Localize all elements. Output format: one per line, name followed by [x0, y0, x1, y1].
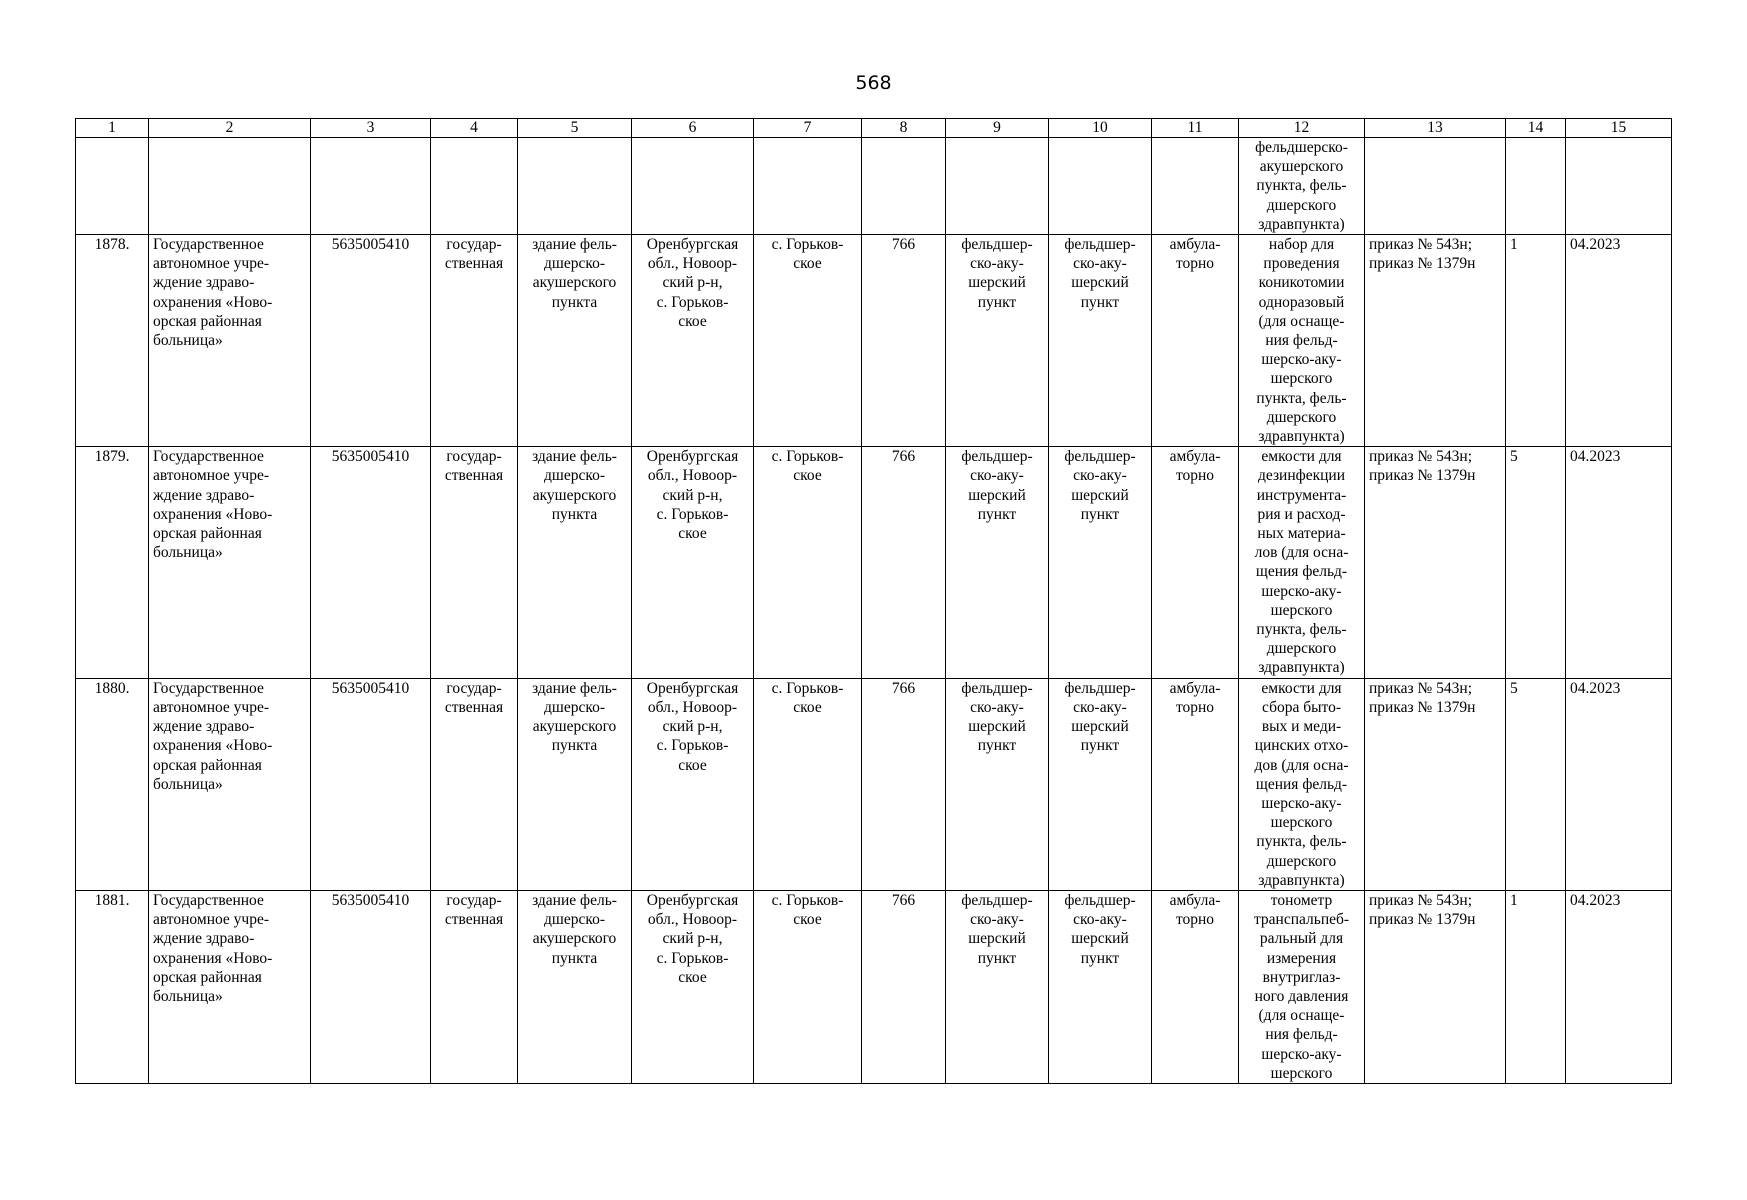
equipment-cell-line: шерско-аку- — [1261, 794, 1342, 812]
building-cell-line: пункта — [551, 949, 598, 967]
unit-name-cell-line: шерский — [1071, 274, 1129, 292]
unit-name-cell-line: пункт — [1080, 505, 1120, 523]
unit-name-cell-line: фельдшер- — [1064, 236, 1136, 254]
empty-cell — [311, 138, 431, 235]
order-cell — [1365, 678, 1506, 890]
empty-cell — [1152, 138, 1239, 235]
building-cell-line: пункта — [551, 737, 598, 755]
building-cell — [518, 447, 632, 678]
inn-cell: 5635005410 — [311, 235, 431, 447]
empty-cell — [862, 138, 946, 235]
equipment-cell-line: дшерского — [1266, 640, 1337, 658]
address-cell-line: ский р-н, — [662, 486, 723, 504]
column-header: 7 — [754, 119, 862, 138]
equipment-cell-line: шерского — [1270, 814, 1333, 832]
quantity-cell: 1 — [1506, 235, 1566, 447]
equipment-line: пункта, фель- — [1256, 177, 1347, 195]
address-cell-line: с. Горьков- — [656, 949, 729, 967]
unit-name-cell — [1049, 890, 1152, 1083]
unit-type-cell — [946, 235, 1049, 447]
column-header: 12 — [1239, 119, 1365, 138]
equipment-cell-line: дов (для осна- — [1254, 756, 1349, 774]
organization-cell-line: охранения «Ново- — [153, 293, 273, 311]
equipment-cell-line: шерского — [1270, 370, 1333, 388]
address-cell-line: Оренбургская — [646, 448, 739, 466]
unit-type-cell-line: пункт — [977, 505, 1017, 523]
unit-name-cell-line: фельдшер- — [1064, 448, 1136, 466]
locality-cell-line: с. Горьков- — [771, 891, 844, 909]
unit-type-cell-line: шерский — [968, 274, 1026, 292]
unit-type-cell-line: пункт — [977, 737, 1017, 755]
equipment-cell-line: набор для — [1268, 236, 1335, 254]
address-cell — [632, 890, 754, 1083]
address-cell-line: ский р-н, — [662, 274, 723, 292]
table-row — [76, 678, 1672, 890]
address-cell-line: ский р-н, — [662, 930, 723, 948]
organization-cell — [149, 678, 311, 890]
unit-type-cell-line: ско-аку- — [970, 467, 1024, 485]
table-row — [76, 235, 1672, 447]
row-number-cell: 1880. — [76, 678, 149, 890]
equipment-cell-line: емкости для — [1261, 448, 1342, 466]
row-number-cell: 1878. — [76, 235, 149, 447]
equipment-cell-line: пункта, фель- — [1256, 621, 1347, 639]
unit-type-cell-line: пункт — [977, 293, 1017, 311]
equipment-cell-line: ных материа- — [1257, 525, 1346, 543]
row-number-cell: 1879. — [76, 447, 149, 678]
column-header: 13 — [1365, 119, 1506, 138]
equipment-cell-line: ния фельд- — [1265, 1026, 1338, 1044]
organization-cell-line: ждение здраво- — [153, 486, 255, 504]
unit-type-cell — [946, 890, 1049, 1083]
building-cell-line: дшерско- — [544, 698, 605, 716]
unit-name-cell-line: шерский — [1071, 930, 1129, 948]
equipment-line: акушерского — [1259, 158, 1344, 176]
locality-cell-line: с. Горьков- — [771, 679, 844, 697]
address-cell-line: ский р-н, — [662, 718, 723, 736]
empty-cell — [632, 138, 754, 235]
care-form-cell-line: амбула- — [1169, 891, 1221, 909]
empty-cell — [754, 138, 862, 235]
quantity-cell: 1 — [1506, 890, 1566, 1083]
organization-cell-line: автономное учре- — [153, 911, 270, 929]
address-cell — [632, 447, 754, 678]
organization-cell-line: орская районная — [153, 312, 262, 330]
unit-type-cell-line: шерский — [968, 930, 1026, 948]
equipment-line: фельдшерско- — [1255, 139, 1348, 156]
address-cell — [632, 678, 754, 890]
equipment-cell-line: проведения — [1263, 255, 1340, 273]
care-form-cell — [1152, 447, 1239, 678]
ownership-cell — [431, 890, 518, 1083]
equipment-cell-line: дезинфекции — [1257, 467, 1345, 485]
equipment-cell-line: (для оснаще- — [1258, 1007, 1345, 1025]
unit-name-cell — [1049, 235, 1152, 447]
building-cell — [518, 678, 632, 890]
building-cell-line: здание фель- — [532, 891, 617, 909]
empty-cell — [1365, 138, 1506, 235]
organization-cell-line: ждение здраво- — [153, 274, 255, 292]
locality-cell — [754, 890, 862, 1083]
care-form-cell-line: торно — [1175, 467, 1215, 485]
code-cell: 766 — [862, 678, 946, 890]
order-cell-line: приказ № 543н; — [1369, 448, 1473, 466]
organization-cell-line: охранения «Ново- — [153, 949, 273, 967]
column-number-header-row — [76, 119, 1672, 138]
address-cell-line: обл., Новоор- — [647, 911, 738, 929]
table-row — [76, 890, 1672, 1083]
care-form-cell-line: амбула- — [1169, 236, 1221, 254]
unit-type-cell-line: шерский — [968, 486, 1026, 504]
building-cell-line: акушерского — [532, 274, 617, 292]
ownership-cell — [431, 235, 518, 447]
equipment-cell-line: шерского — [1270, 601, 1333, 619]
equipment-cell — [1239, 890, 1365, 1083]
empty-cell — [1506, 138, 1566, 235]
equipment-cell-line: измерения — [1266, 949, 1337, 967]
unit-name-cell — [1049, 678, 1152, 890]
column-header: 10 — [1049, 119, 1152, 138]
organization-cell — [149, 890, 311, 1083]
equipment-line: дшерского — [1266, 196, 1337, 214]
ownership-cell-line: ственная — [444, 911, 504, 929]
building-cell-line: здание фель- — [532, 679, 617, 697]
ownership-cell-line: ственная — [444, 698, 504, 716]
organization-cell-line: Государственное — [153, 448, 264, 466]
order-cell — [1365, 447, 1506, 678]
organization-cell-line: автономное учре- — [153, 467, 270, 485]
ownership-cell-line: государ- — [446, 891, 502, 909]
empty-cell — [76, 138, 149, 235]
organization-cell-line: больница» — [153, 987, 223, 1005]
care-form-cell — [1152, 678, 1239, 890]
locality-cell-line: ское — [793, 467, 822, 485]
organization-cell-line: больница» — [153, 775, 223, 793]
equipment-cell-line: здравпункта) — [1258, 871, 1345, 889]
unit-name-cell-line: пункт — [1080, 949, 1120, 967]
address-cell — [632, 235, 754, 447]
row-number-cell: 1881. — [76, 890, 149, 1083]
organization-cell-line: Государственное — [153, 679, 264, 697]
equipment-cell — [1239, 235, 1365, 447]
quantity-cell: 5 — [1506, 678, 1566, 890]
organization-cell-line: автономное учре- — [153, 698, 270, 716]
unit-name-cell-line: ско-аку- — [1073, 698, 1127, 716]
order-cell-line: приказ № 543н; — [1369, 679, 1473, 697]
address-cell-line: ское — [678, 756, 707, 774]
equipment-cell-line: ния фельд- — [1265, 332, 1338, 350]
order-cell — [1365, 235, 1506, 447]
equipment-cell-line: цинских отхо- — [1254, 737, 1349, 755]
equipment-cell — [1239, 138, 1365, 235]
column-header: 3 — [311, 119, 431, 138]
address-cell-line: с. Горьков- — [656, 293, 729, 311]
ownership-cell-line: государ- — [446, 679, 502, 697]
unit-type-cell-line: шерский — [968, 718, 1026, 736]
locality-cell — [754, 447, 862, 678]
ownership-cell-line: ственная — [444, 467, 504, 485]
equipment-cell-line: рия и расход- — [1257, 505, 1346, 523]
equipment-cell-line: дшерского — [1266, 408, 1337, 426]
equipment-cell-line: шерско-аку- — [1261, 351, 1342, 369]
inn-cell: 5635005410 — [311, 447, 431, 678]
address-cell-line: обл., Новоор- — [647, 698, 738, 716]
ownership-cell — [431, 447, 518, 678]
care-form-cell-line: амбула- — [1169, 679, 1221, 697]
building-cell-line: пункта — [551, 505, 598, 523]
building-cell — [518, 235, 632, 447]
date-cell: 04.2023 — [1566, 890, 1672, 1083]
order-cell — [1365, 890, 1506, 1083]
unit-name-cell-line: шерский — [1071, 718, 1129, 736]
equipment-cell-line: внутриглаз- — [1262, 968, 1341, 986]
care-form-cell-line: торно — [1175, 255, 1215, 273]
building-cell-line: дшерско- — [544, 467, 605, 485]
organization-cell-line: больница» — [153, 544, 223, 562]
building-cell-line: пункта — [551, 293, 598, 311]
unit-type-cell-line: фельдшер- — [961, 679, 1033, 697]
organization-cell-line: орская районная — [153, 968, 262, 986]
code-cell: 766 — [862, 447, 946, 678]
organization-cell-line: охранения «Ново- — [153, 737, 273, 755]
equipment-line: здравпункта) — [1258, 215, 1345, 233]
column-header: 8 — [862, 119, 946, 138]
code-cell: 766 — [862, 235, 946, 447]
equipment-cell-line: емкости для — [1261, 679, 1342, 697]
care-form-cell — [1152, 890, 1239, 1083]
unit-type-cell — [946, 447, 1049, 678]
unit-name-cell-line: пункт — [1080, 737, 1120, 755]
empty-cell — [1566, 138, 1672, 235]
unit-name-cell-line: фельдшер- — [1064, 891, 1136, 909]
organization-cell-line: ждение здраво- — [153, 718, 255, 736]
equipment-cell-line: (для оснаще- — [1258, 312, 1345, 330]
organization-cell-line: Государственное — [153, 236, 264, 254]
order-cell-line: приказ № 1379н — [1369, 698, 1476, 716]
unit-type-cell-line: фельдшер- — [961, 236, 1033, 254]
equipment-cell-line: лов (для осна- — [1254, 544, 1349, 562]
equipment-cell-line: здравпункта) — [1258, 659, 1345, 677]
continuation-row — [76, 138, 1672, 235]
column-header: 11 — [1152, 119, 1239, 138]
organization-cell-line: автономное учре- — [153, 255, 270, 273]
empty-cell — [518, 138, 632, 235]
unit-type-cell-line: ско-аку- — [970, 698, 1024, 716]
address-cell-line: с. Горьков- — [656, 737, 729, 755]
unit-name-cell-line: ско-аку- — [1073, 467, 1127, 485]
page-number: 568 — [855, 72, 892, 94]
equipment-cell-line: шерско-аку- — [1261, 1045, 1342, 1063]
locality-cell — [754, 235, 862, 447]
organization-cell-line: орская районная — [153, 525, 262, 543]
ownership-cell — [431, 678, 518, 890]
building-cell-line: акушерского — [532, 718, 617, 736]
address-cell-line: ское — [678, 968, 707, 986]
order-cell-line: приказ № 543н; — [1369, 891, 1473, 909]
column-header: 15 — [1566, 119, 1672, 138]
column-header: 14 — [1506, 119, 1566, 138]
building-cell-line: акушерского — [532, 930, 617, 948]
locality-cell-line: ское — [793, 255, 822, 273]
equipment-cell-line: щения фельд- — [1255, 775, 1348, 793]
care-form-cell-line: торно — [1175, 698, 1215, 716]
organization-cell-line: больница» — [153, 332, 223, 350]
inn-cell: 5635005410 — [311, 678, 431, 890]
equipment-cell-line: инструмента- — [1256, 486, 1347, 504]
order-cell-line: приказ № 1379н — [1369, 255, 1476, 273]
column-header: 1 — [76, 119, 149, 138]
equipment-cell-line: транспальпеб- — [1253, 911, 1350, 929]
equipment-cell-line: шерского — [1270, 1064, 1333, 1082]
organization-cell-line: ждение здраво- — [153, 930, 255, 948]
empty-cell — [1049, 138, 1152, 235]
unit-type-cell-line: ско-аку- — [970, 911, 1024, 929]
equipment-cell-line: коникотомии — [1258, 274, 1345, 292]
organization-cell — [149, 447, 311, 678]
building-cell-line: дшерско- — [544, 911, 605, 929]
order-cell-line: приказ № 1379н — [1369, 467, 1476, 485]
unit-name-cell-line: пункт — [1080, 293, 1120, 311]
building-cell-line: дшерско- — [544, 255, 605, 273]
code-cell: 766 — [862, 890, 946, 1083]
ownership-cell-line: государ- — [446, 448, 502, 466]
ownership-cell-line: ственная — [444, 255, 504, 273]
address-cell-line: ское — [678, 525, 707, 543]
building-cell-line: здание фель- — [532, 448, 617, 466]
empty-cell — [149, 138, 311, 235]
column-header: 6 — [632, 119, 754, 138]
equipment-cell-line: щения фельд- — [1255, 563, 1348, 581]
column-header: 2 — [149, 119, 311, 138]
empty-cell — [431, 138, 518, 235]
address-cell-line: обл., Новоор- — [647, 255, 738, 273]
column-header: 5 — [518, 119, 632, 138]
locality-cell-line: ское — [793, 911, 822, 929]
equipment-cell-line: тонометр — [1270, 891, 1333, 909]
equipment-cell-line: шерско-аку- — [1261, 582, 1342, 600]
care-form-cell-line: амбула- — [1169, 448, 1221, 466]
equipment-cell — [1239, 678, 1365, 890]
unit-name-cell-line: ско-аку- — [1073, 911, 1127, 929]
locality-cell-line: ское — [793, 698, 822, 716]
unit-name-cell — [1049, 447, 1152, 678]
unit-name-cell-line: шерский — [1071, 486, 1129, 504]
unit-type-cell-line: фельдшер- — [961, 891, 1033, 909]
address-cell-line: Оренбургская — [646, 679, 739, 697]
equipment-cell-line: одноразовый — [1258, 293, 1345, 311]
address-cell-line: Оренбургская — [646, 236, 739, 254]
equipment-cell-line: вых и меди- — [1261, 718, 1342, 736]
column-header: 9 — [946, 119, 1049, 138]
unit-name-cell-line: ско-аку- — [1073, 255, 1127, 273]
equipment-cell-line: дшерского — [1266, 852, 1337, 870]
locality-cell-line: с. Горьков- — [771, 448, 844, 466]
unit-type-cell-line: ско-аку- — [970, 255, 1024, 273]
unit-type-cell-line: пункт — [977, 949, 1017, 967]
building-cell-line: здание фель- — [532, 236, 617, 254]
address-cell-line: ское — [678, 312, 707, 330]
column-header: 4 — [431, 119, 518, 138]
equipment-cell-line: пункта, фель- — [1256, 389, 1347, 407]
address-cell-line: обл., Новоор- — [647, 467, 738, 485]
equipment-cell-line: ного давления — [1254, 987, 1349, 1005]
organization-cell-line: Государственное — [153, 891, 264, 909]
inn-cell: 5635005410 — [311, 890, 431, 1083]
building-cell-line: акушерского — [532, 486, 617, 504]
care-form-cell-line: торно — [1175, 911, 1215, 929]
locality-cell-line: с. Горьков- — [771, 236, 844, 254]
register-table — [75, 118, 1672, 1084]
unit-type-cell — [946, 678, 1049, 890]
date-cell: 04.2023 — [1566, 447, 1672, 678]
organization-cell — [149, 235, 311, 447]
organization-cell-line: охранения «Ново- — [153, 505, 273, 523]
order-cell-line: приказ № 1379н — [1369, 911, 1476, 929]
address-cell-line: с. Горьков- — [656, 505, 729, 523]
unit-name-cell-line: фельдшер- — [1064, 679, 1136, 697]
ownership-cell-line: государ- — [446, 236, 502, 254]
equipment-cell-line: ральный для — [1259, 930, 1344, 948]
empty-cell — [946, 138, 1049, 235]
order-cell-line: приказ № 543н; — [1369, 236, 1473, 254]
table-row — [76, 447, 1672, 678]
organization-cell-line: орская районная — [153, 756, 262, 774]
quantity-cell: 5 — [1506, 447, 1566, 678]
locality-cell — [754, 678, 862, 890]
unit-type-cell-line: фельдшер- — [961, 448, 1033, 466]
equipment-cell-line: здравпункта) — [1258, 428, 1345, 446]
equipment-cell — [1239, 447, 1365, 678]
equipment-cell-line: пункта, фель- — [1256, 833, 1347, 851]
address-cell-line: Оренбургская — [646, 891, 739, 909]
date-cell: 04.2023 — [1566, 678, 1672, 890]
building-cell — [518, 890, 632, 1083]
care-form-cell — [1152, 235, 1239, 447]
date-cell: 04.2023 — [1566, 235, 1672, 447]
equipment-cell-line: сбора быто- — [1262, 698, 1341, 716]
